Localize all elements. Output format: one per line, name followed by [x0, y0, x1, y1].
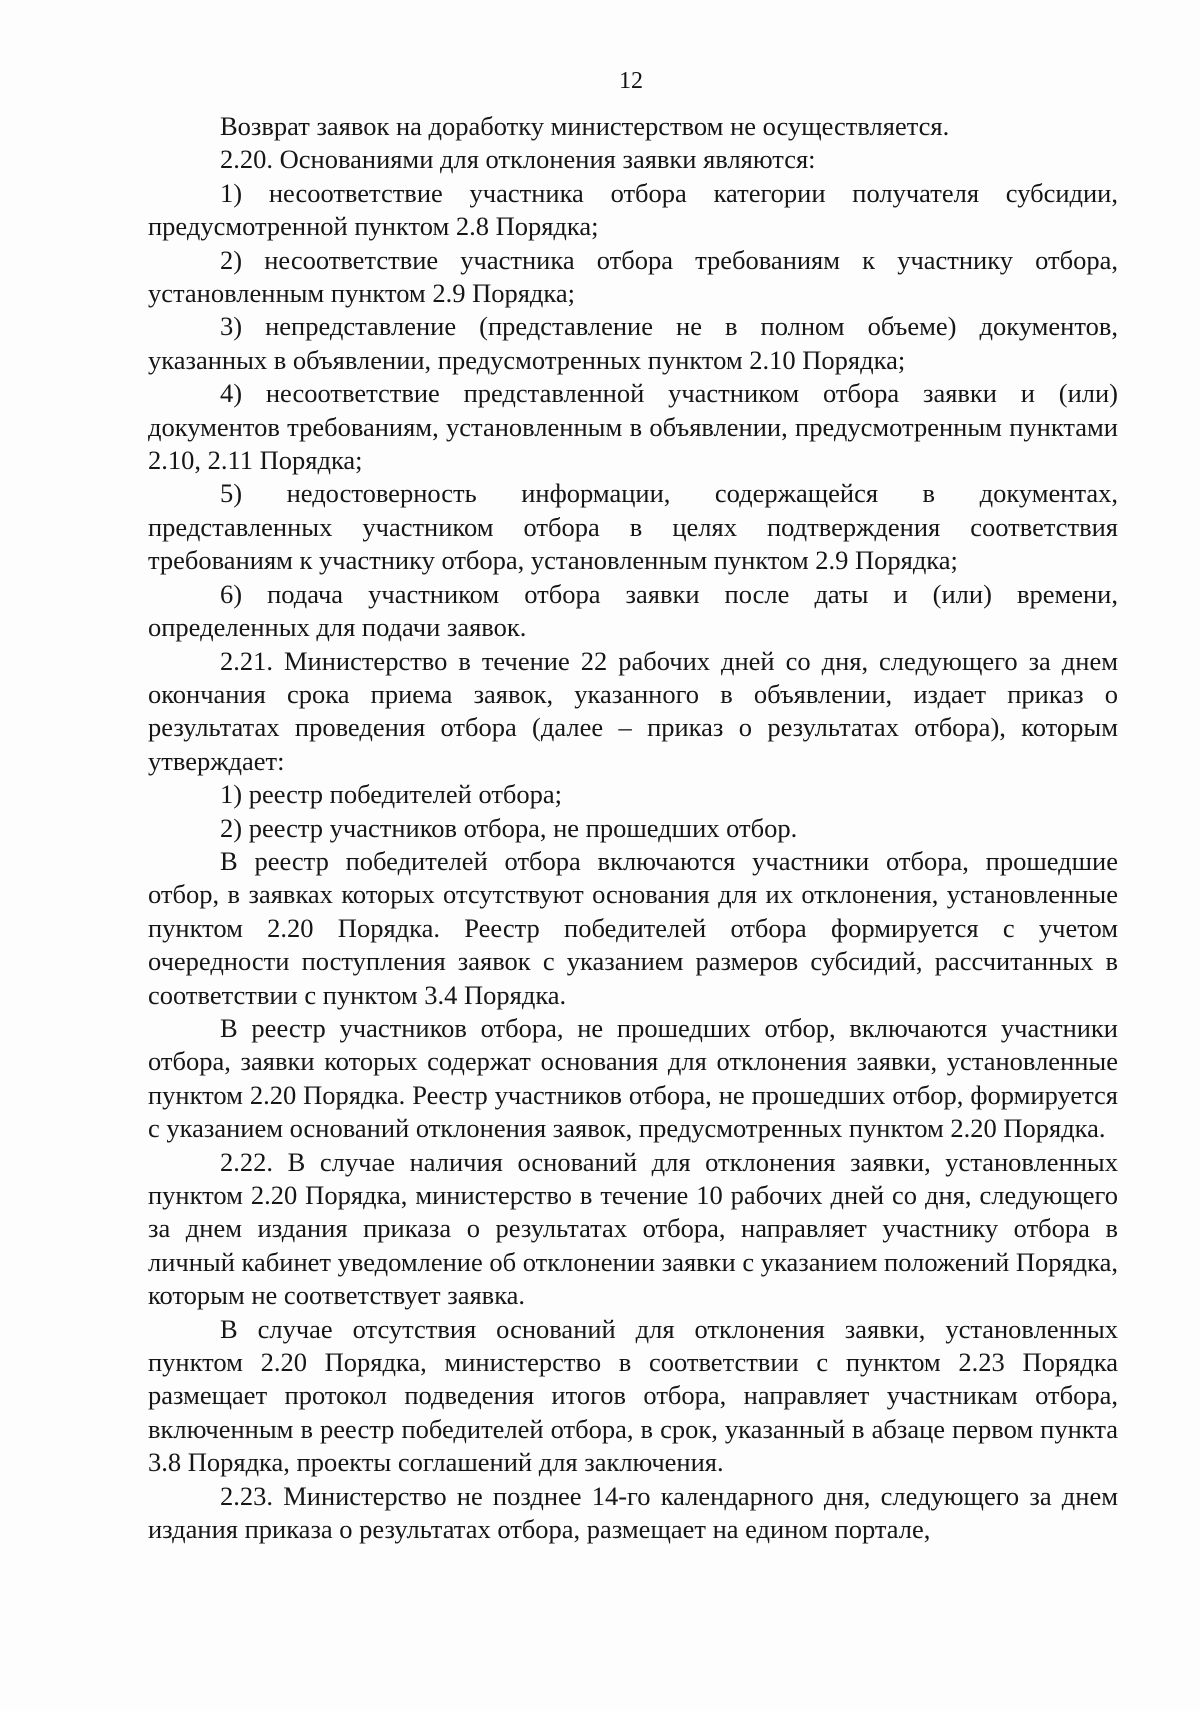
paragraph-return-note: Возврат заявок на доработку министерством не осуществляется. [220, 111, 950, 141]
paragraph-2-22-no-grounds: В случае отсутствия оснований для отклонения заявки, установленных пунктом 2.20 Порядка, министерство в соответствии с пунктом 2.23 Порядка размещает протокол подведения итогов отбора, направляет участникам отбора, включенным в реестр победителей отбора, в срок, указанный в абзаце первом пункта 3.8 Порядка, проекты соглашений для заключения. [148, 1313, 1118, 1478]
paragraph-2-20-item-5: 5) недостоверность информации, содержащейся в документах, представленных участником отбора в целях подтверждения соответствия требованиям к участнику отбора, установленным пунктом 2.9 Порядка; [148, 478, 1118, 576]
paragraph-2-21-item-1: 1) реестр победителей отбора; [220, 779, 563, 810]
paragraph-2-21-item-2: 2) реестр участников отбора, не прошедших отбор. [220, 812, 798, 843]
paragraph-2-22: 2.22. В случае наличия оснований для отклонения заявки, установленных пунктом 2.20 Порядка, министерство в течение 10 рабочих дней со дня, следующего за днем издания приказа о результатах отбора, направляет участнику отбора в личный кабинет уведомление об отклонении заявки с указанием положений Порядка, которым не соответствует заявка. [148, 1146, 1118, 1311]
paragraph-2-20-heading: 2.20. Основаниями для отклонения заявки являются: [220, 144, 816, 175]
document-body [148, 110, 1118, 1546]
paragraph-2-20-item-1: 1) несоответствие участника отбора категории получателя субсидии, предусмотренной пунктом 2.8 Порядка; [148, 177, 1118, 242]
paragraph-winners-registry: В реестр победителей отбора включаются участники отбора, прошедшие отбор, в заявках которых отсутствуют основания для их отклонения, установленные пунктом 2.20 Порядка. Реестр победителей отбора формируется с учетом очередности поступления заявок с указанием размеров субсидий, рассчитанных в соответствии с пунктом 3.4 Порядка. [148, 845, 1118, 1010]
paragraph-2-21: 2.21. Министерство в течение 22 рабочих дней со дня, следующего за днем окончания срока приема заявок, указанного в объявлении, издает приказ о результатах проведения отбора (далее – приказ о результатах отбора), которым утверждает: [148, 645, 1118, 776]
paragraph-2-20-item-3: 3) непредставление (представление не в полном объеме) документов, указанных в объявлении, предусмотренных пунктом 2.10 Порядка; [148, 311, 1118, 375]
paragraph-2-20-item-2: 2) несоответствие участника отбора требованиям к участнику отбора, установленным пунктом 2.9 Порядка; [148, 244, 1118, 309]
paragraph-rejected-registry: В реестр участников отбора, не прошедших отбор, включаются участники отбора, заявки которых содержат основания для отклонения заявки, установленные пунктом 2.20 Порядка. Реестр участников отбора, не прошедших отбор, формируется с указанием оснований отклонения заявок, предусмотренных пунктом 2.20 Порядка. [148, 1012, 1118, 1144]
paragraph-2-20-item-6: 6) подача участником отбора заявки после даты и (или) времени, определенных для подачи заявок. [148, 578, 1118, 643]
paragraph-2-23: 2.23. Министерство не позднее 14-го календарного дня, следующего за днем издания приказа о результатах отбора, размещает на едином портале, [148, 1480, 1118, 1545]
paragraph-2-20-item-4: 4) несоответствие представленной участником отбора заявки и (или) документов требованиям, установленным в объявлении, предусмотренным пунктами 2.10, 2.11 Порядка; [148, 378, 1118, 476]
page-number: 12 [619, 68, 643, 94]
